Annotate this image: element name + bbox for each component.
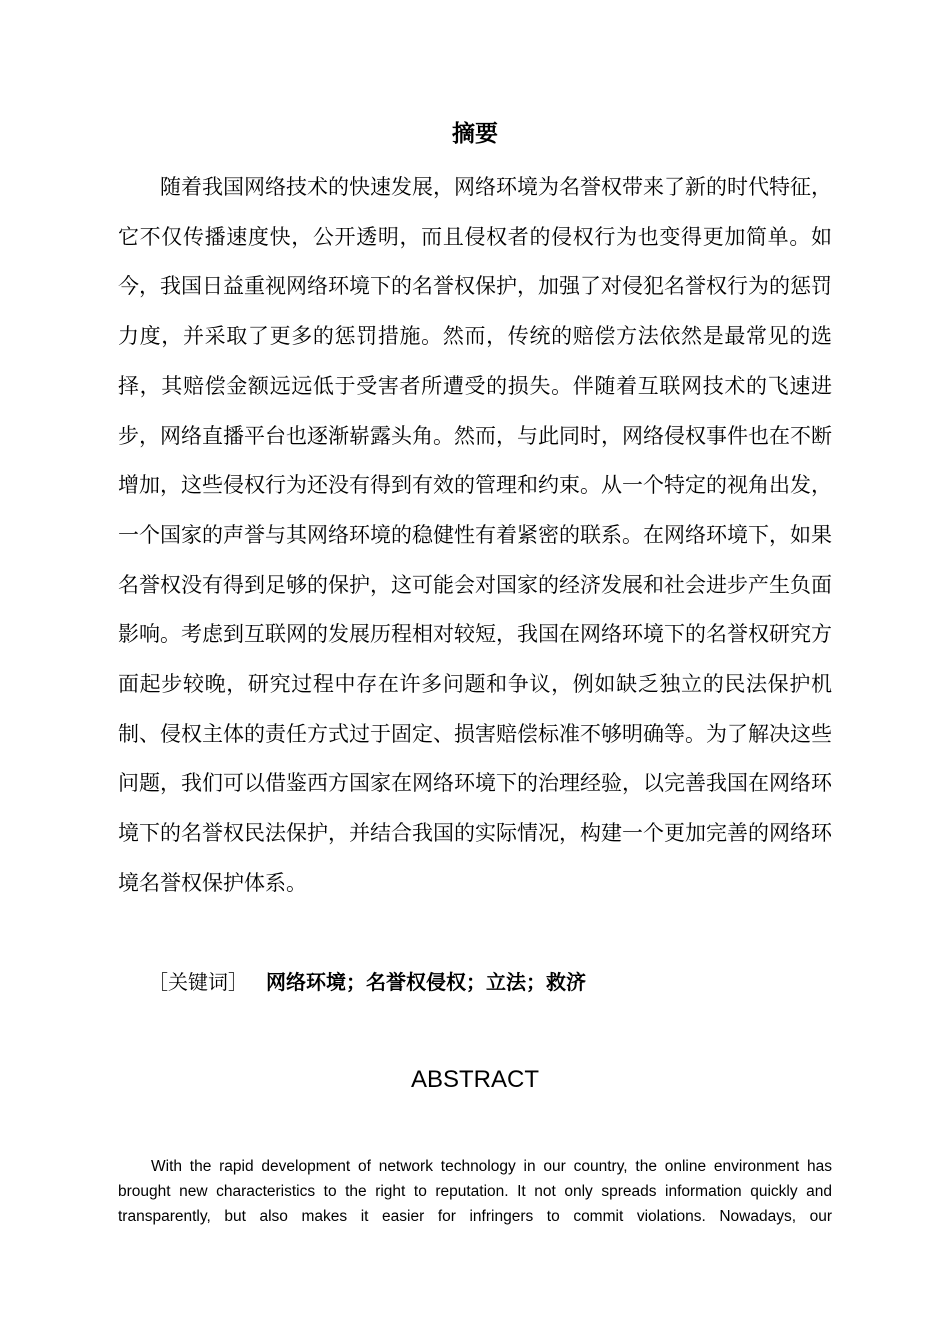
- keywords-values: 网络环境；名誉权侵权；立法；救济: [266, 970, 586, 994]
- abstract-title-en: ABSTRACT: [410, 1066, 539, 1093]
- abstract-body-cn: 随着我国网络技术的快速发展，网络环境为名誉权带来了新的时代特征，它不仅传播速度快，公开透明，而且侵权者的侵权行为也变得更加简单。如今，我国日益重视网络环境下的名誉权保护，加强了对侵犯名誉权行为的惩罚力度，并采取了更多的惩罚措施。然而，传统的赔偿方法依然是最常见的选择，其赔偿金额远远低于受害者所遭受的损失。伴随着互联网技术的飞速进步，网络直播平台也逐渐崭露头角。然而，与此同时，网络侵权事件也在不断增加，这些侵权行为还没有得到有效的管理和约束。从一个特定的视角出发，一个国家的声誉与其网络环境的稳健性有着紧密的联系。在网络环境下，如果名誉权没有得到足够的保护，这可能会对国家的经济发展和社会进步产生负面影响。考虑到互联网的发展历程相对较短，我国在网络环境下的名誉权研究方面起步较晚，研究过程中存在许多问题和争议，例如缺乏独立的民法保护机制、侵权主体的责任方式过于固定、损害赔偿标准不够明确等。为了解决这些问题，我们可以借鉴西方国家在网络环境下的治理经验，以完善我国在网络环境下的名誉权民法保护，并结合我国的实际情况，构建一个更加完善的网络环境名誉权保护体系。: [118, 175, 832, 895]
- keywords-label: ［关键词］: [148, 970, 248, 994]
- abstract-title-cn: 摘要: [452, 121, 498, 147]
- keywords-line: [148, 962, 848, 1002]
- abstract-body-en: With the rapid development of network technology in our country, the online environment has brought new characteristics to the right to reputation. It not only spreads information quickly and transparently, but also makes it easier for infringers to commit violations. Nowadays, our: [118, 1158, 832, 1225]
